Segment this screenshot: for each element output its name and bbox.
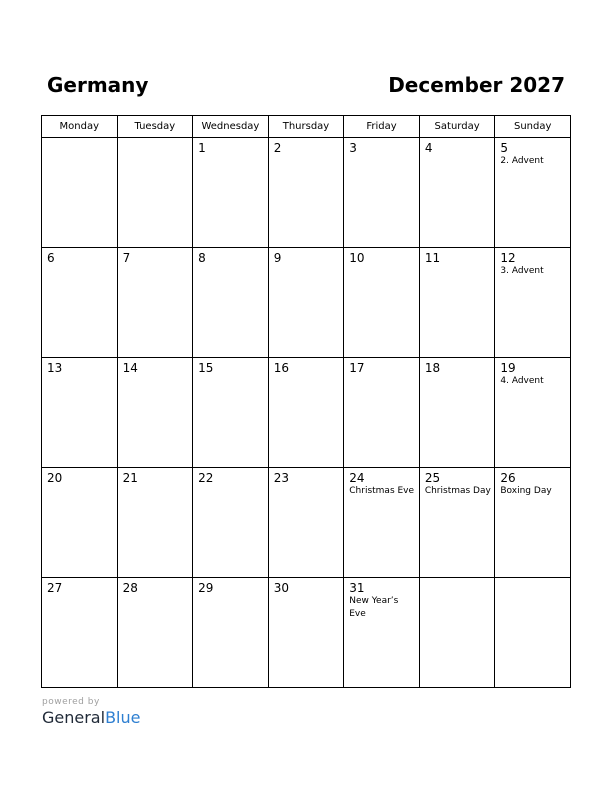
day-number: 11 [424, 251, 441, 265]
day-number: 7 [122, 251, 131, 265]
day-number [42, 138, 117, 141]
day-number: 19 [500, 361, 516, 375]
day-number: 12 [500, 251, 516, 265]
day-number: 21 [122, 471, 138, 485]
day-number: 16 [273, 361, 289, 375]
holiday-label: Christmas Eve [349, 486, 415, 496]
day-number: 26 [500, 471, 516, 485]
day-number: 15 [198, 361, 214, 375]
day-cell [42, 138, 118, 248]
day-number: 4 [424, 141, 433, 155]
day-cell [495, 578, 571, 688]
day-cell [495, 248, 571, 358]
day-cell [268, 578, 344, 688]
holiday-label: 2. Advent [500, 156, 544, 166]
day-number: 22 [198, 471, 214, 485]
day-number: 14 [122, 361, 138, 375]
day-number: 18 [424, 361, 441, 375]
weekday-header: Sunday [495, 116, 571, 138]
day-cell [117, 468, 193, 578]
day-number [495, 578, 570, 581]
day-cell [495, 358, 571, 468]
holiday-label: New Year’s Eve [349, 596, 399, 619]
day-cell [344, 578, 420, 688]
day-number: 8 [198, 251, 206, 265]
day-cell [117, 248, 193, 358]
brand-logo-blue: Blue [105, 708, 141, 727]
day-cell [42, 358, 118, 468]
day-cell [268, 138, 344, 248]
day-cell [268, 248, 344, 358]
day-number: 28 [122, 581, 138, 595]
day-cell [419, 468, 495, 578]
weekday-header: Thursday [268, 116, 344, 138]
week-row [42, 468, 571, 578]
weekday-header: Wednesday [193, 116, 269, 138]
day-cell [193, 138, 269, 248]
day-cell [193, 468, 269, 578]
holiday-label: 4. Advent [500, 376, 544, 386]
day-number: 23 [273, 471, 289, 485]
week-row [42, 248, 571, 358]
day-cell [495, 138, 571, 248]
day-cell [344, 248, 420, 358]
day-number: 6 [47, 251, 55, 265]
brand-footer[interactable] [42, 697, 140, 728]
day-number: 1 [198, 141, 206, 155]
day-number: 3 [349, 141, 357, 155]
weekday-header: Tuesday [117, 116, 193, 138]
day-cell [42, 468, 118, 578]
day-cell [193, 248, 269, 358]
day-number: 25 [424, 471, 441, 485]
brand-logo[interactable] [42, 708, 140, 728]
week-row [42, 358, 571, 468]
day-cell [117, 138, 193, 248]
day-cell [42, 578, 118, 688]
holiday-label: Boxing Day [500, 486, 552, 496]
month-title: December 2027 [388, 73, 565, 97]
day-number: 13 [47, 361, 63, 375]
day-cell [193, 358, 269, 468]
day-number: 29 [198, 581, 214, 595]
week-row [42, 578, 571, 688]
holiday-label: Christmas Day [424, 486, 491, 496]
day-cell [117, 578, 193, 688]
page-header [47, 70, 565, 100]
powered-by-label: powered by [42, 697, 100, 707]
day-number: 9 [273, 251, 282, 265]
day-cell [193, 578, 269, 688]
day-cell [419, 138, 495, 248]
weekday-header: Monday [42, 116, 118, 138]
weekday-header: Saturday [419, 116, 495, 138]
weekday-header: Friday [344, 116, 420, 138]
week-row [42, 138, 571, 248]
day-cell [344, 358, 420, 468]
calendar-grid [41, 115, 571, 688]
day-cell [419, 248, 495, 358]
day-cell [268, 358, 344, 468]
day-cell [268, 468, 344, 578]
day-number: 10 [349, 251, 365, 265]
day-cell [344, 138, 420, 248]
day-cell [344, 468, 420, 578]
day-number: 20 [47, 471, 63, 485]
day-cell [42, 248, 118, 358]
day-cell [419, 358, 495, 468]
holiday-label: 3. Advent [500, 266, 544, 276]
brand-logo-general: General [42, 708, 106, 727]
day-number [420, 578, 495, 581]
day-cell [117, 358, 193, 468]
day-number: 17 [349, 361, 365, 375]
day-number: 27 [47, 581, 63, 595]
day-number: 24 [349, 471, 365, 485]
day-number: 5 [500, 141, 509, 155]
day-cell [419, 578, 495, 688]
day-number: 31 [349, 581, 365, 595]
weekday-header-row [42, 116, 571, 138]
country-title: Germany [47, 73, 149, 97]
day-cell [495, 468, 571, 578]
day-number [118, 138, 193, 141]
day-number: 30 [273, 581, 289, 595]
day-number: 2 [273, 141, 282, 155]
